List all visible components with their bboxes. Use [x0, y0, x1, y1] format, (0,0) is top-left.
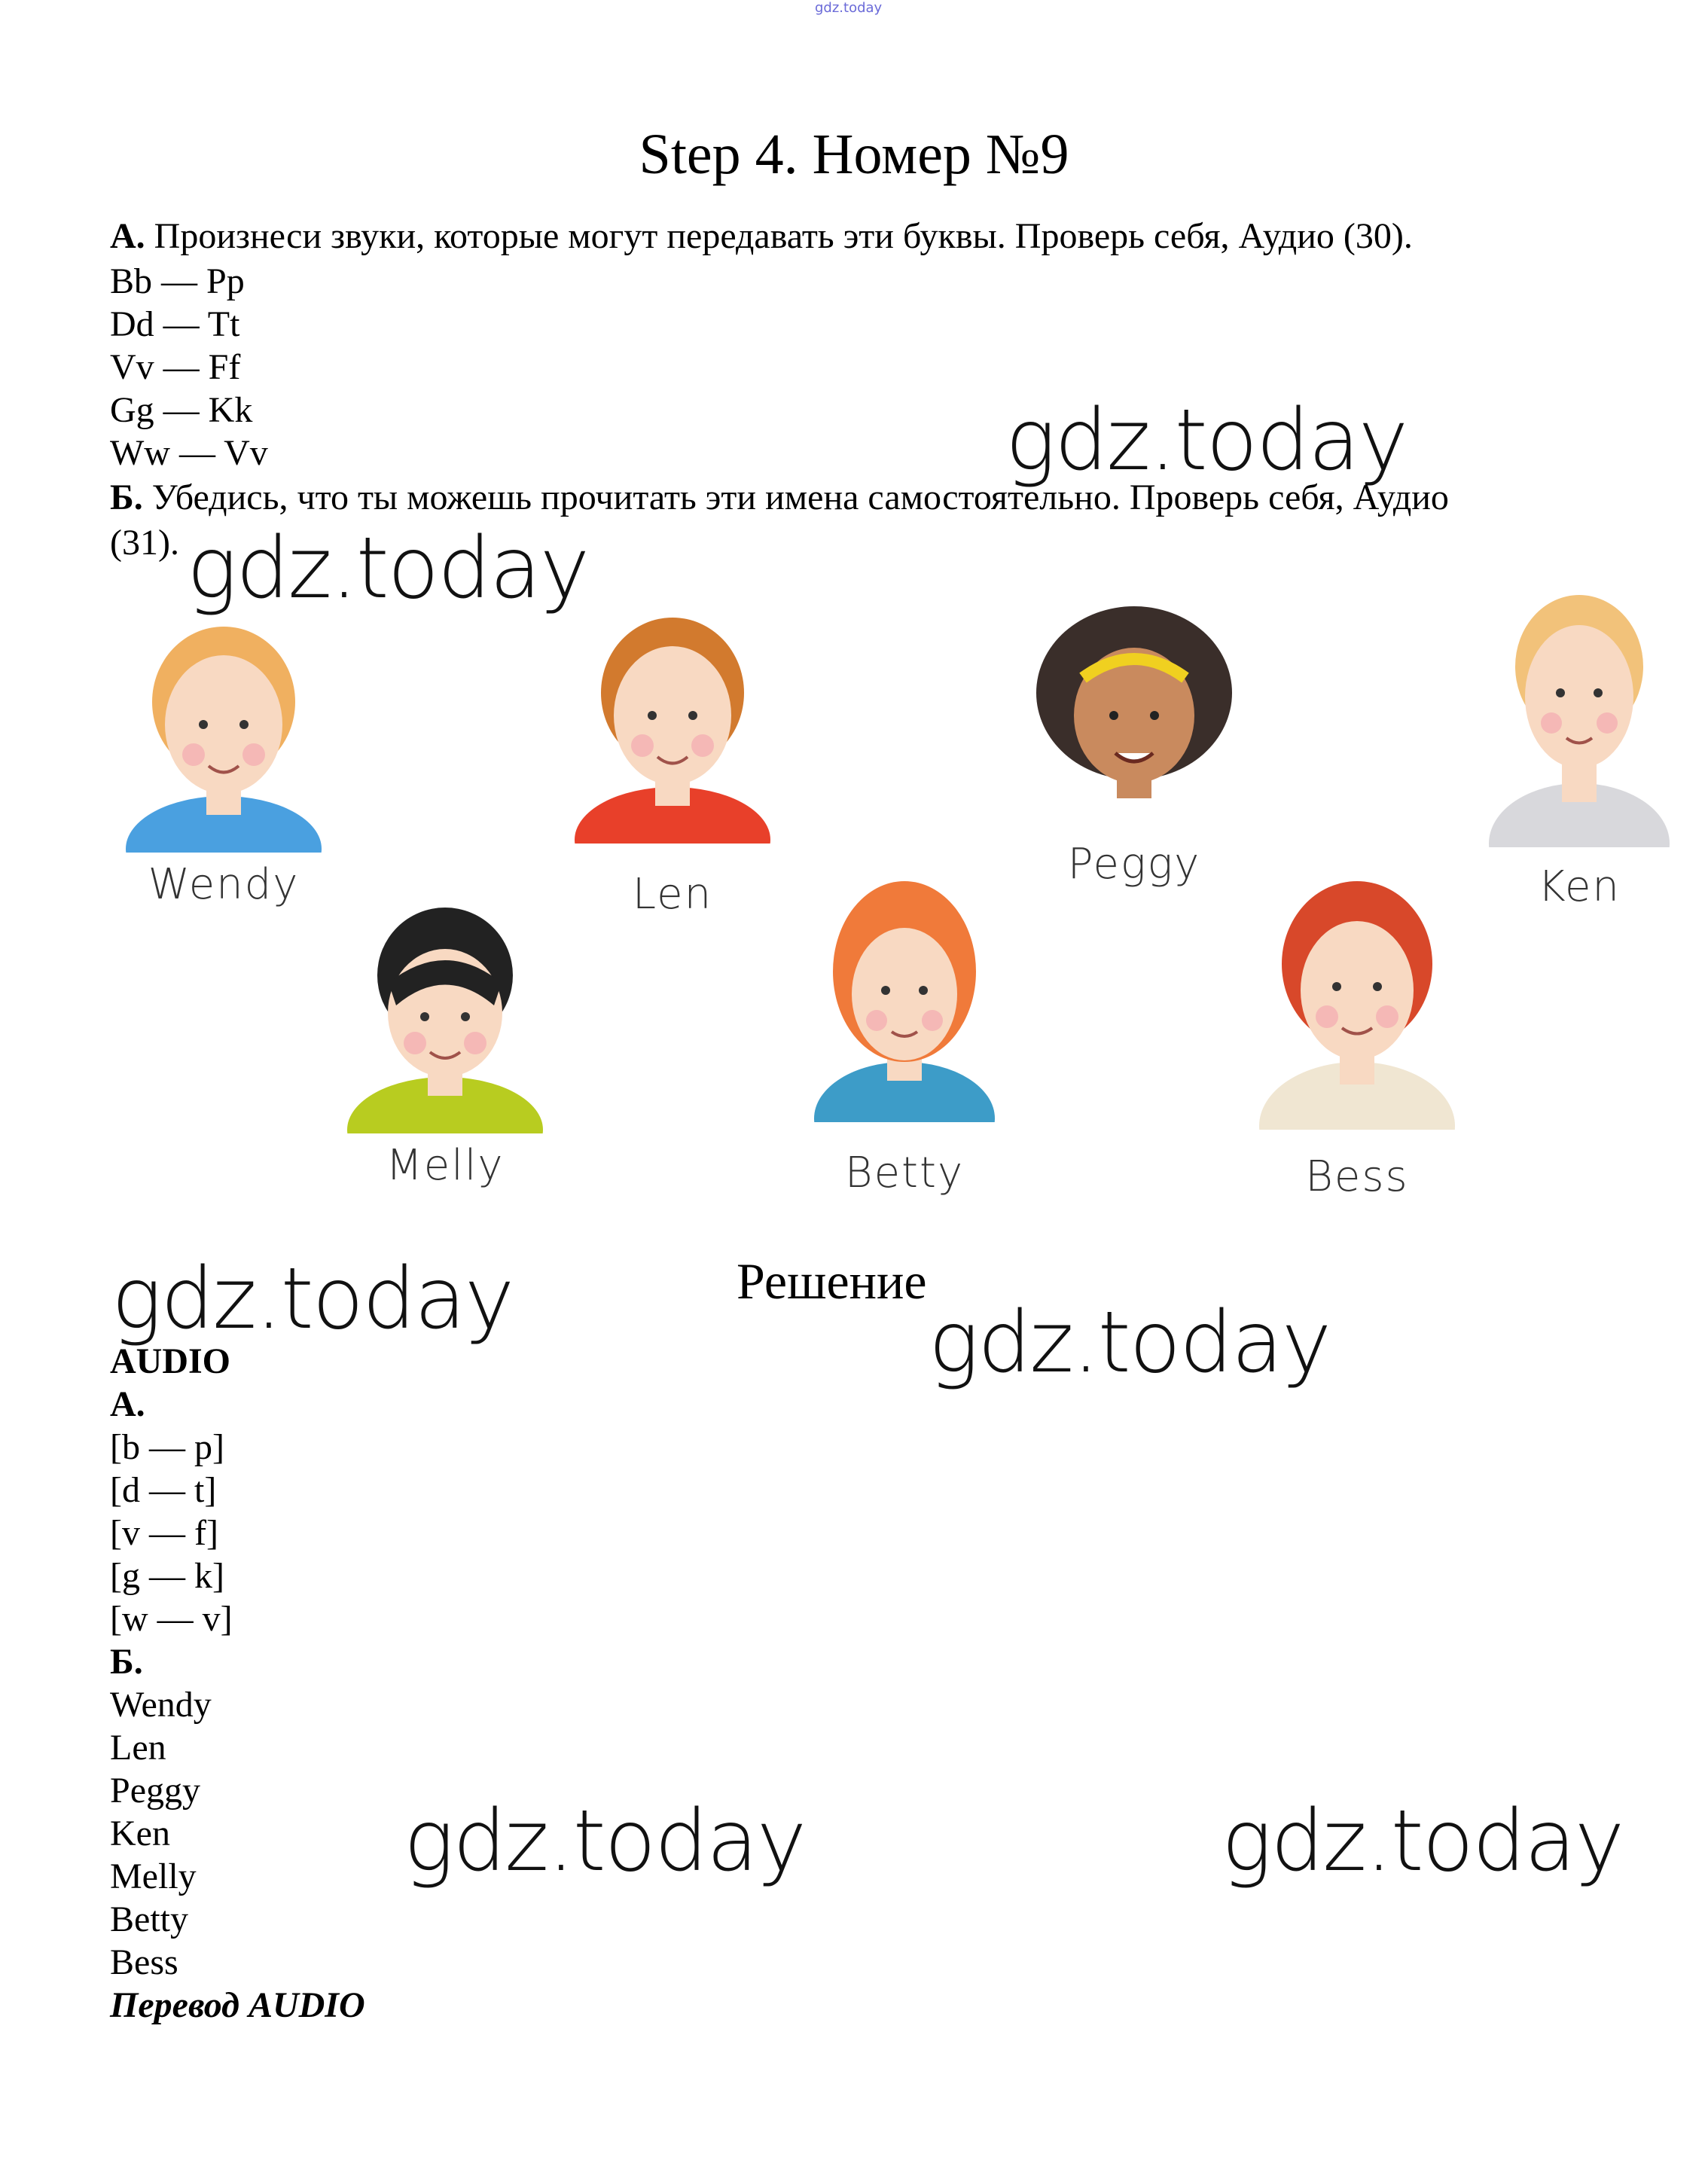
- answer-b-label: Б.: [110, 1642, 143, 1682]
- kid-name-label: Ken: [1538, 862, 1621, 911]
- kid-portrait: [571, 603, 774, 844]
- top-watermark: gdz.today: [815, 0, 883, 16]
- sound-pair: [v — f]: [110, 1513, 218, 1553]
- answer-name: Peggy: [110, 1771, 200, 1811]
- task-a-label: А.: [110, 216, 145, 256]
- kid-name-label: Peggy: [1067, 840, 1201, 889]
- kid-card: [571, 603, 774, 919]
- letter-pair: Vv — Ff: [110, 347, 241, 387]
- task-b-label: Б.: [110, 477, 143, 517]
- answer-name: Melly: [110, 1856, 197, 1896]
- watermark: gdz.today: [404, 1792, 806, 1890]
- kid-portrait: [343, 892, 547, 1133]
- kid-portrait: [122, 612, 325, 853]
- letter-pair: Ww — Vv: [110, 433, 268, 473]
- answer-name: Bess: [110, 1942, 178, 1982]
- letter-pair: Gg — Kk: [110, 390, 253, 430]
- kid-name-label: Bess: [1305, 1152, 1409, 1201]
- task-b-text: Убедись, что ты можешь прочитать эти имена самостоятельно. Проверь себя, Аудио: [142, 477, 1449, 517]
- watermark: gdz.today: [1222, 1792, 1624, 1890]
- answer-name: Ken: [110, 1814, 170, 1853]
- solution-heading: Решение: [737, 1252, 927, 1310]
- translation-label: Перевод AUDIO: [110, 1985, 365, 2025]
- kid-name-label: Len: [632, 870, 713, 919]
- sound-pair: [b — p]: [110, 1427, 224, 1467]
- watermark: gdz.today: [1005, 392, 1408, 490]
- kid-portrait: [1485, 576, 1673, 847]
- answer-name: Wendy: [110, 1685, 212, 1725]
- kid-card: [1485, 576, 1673, 915]
- sound-pair: [d — t]: [110, 1470, 217, 1510]
- watermark: gdz.today: [111, 1250, 514, 1348]
- answer-name: Betty: [110, 1899, 188, 1939]
- page-title: Step 4. Номер №9: [639, 123, 1069, 186]
- kid-name-label: Wendy: [148, 860, 300, 909]
- sound-pair: [g — k]: [110, 1556, 224, 1596]
- kid-card: [1252, 859, 1462, 1213]
- task-a-text: Произнеси звуки, которые могут передавать эти буквы. Проверь себя, Аудио (30).: [145, 216, 1413, 256]
- letter-pair: Bb — Pp: [110, 261, 245, 301]
- kid-card: [343, 892, 547, 1209]
- kid-name-label: Melly: [386, 1141, 505, 1190]
- task-a: [110, 215, 1413, 258]
- kid-card: [810, 866, 999, 1209]
- kid-card: [122, 612, 325, 917]
- sound-pair: [w — v]: [110, 1599, 233, 1639]
- kid-portrait: [1029, 595, 1240, 836]
- letter-pair: Dd — Tt: [110, 304, 240, 344]
- answer-name: Len: [110, 1728, 166, 1768]
- watermark: gdz.today: [187, 520, 589, 618]
- kid-card: [1029, 595, 1240, 911]
- answer-a-label: А.: [110, 1384, 145, 1424]
- watermark: gdz.today: [929, 1294, 1331, 1392]
- task-b-text-cont: (31).: [110, 523, 179, 563]
- kid-portrait: [1252, 859, 1462, 1130]
- audio-label: AUDIO: [110, 1341, 231, 1381]
- kid-name-label: Betty: [844, 1149, 965, 1197]
- kid-portrait: [810, 866, 999, 1122]
